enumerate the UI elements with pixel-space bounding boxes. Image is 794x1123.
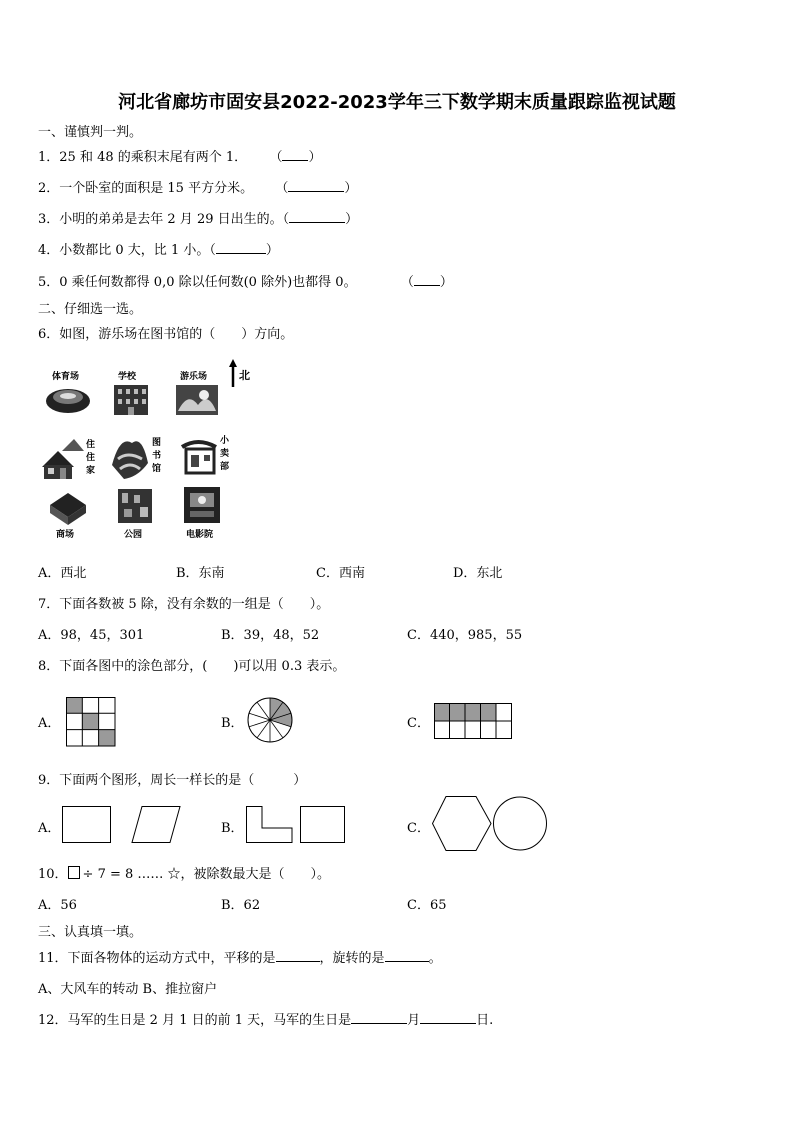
q9-option-c[interactable]: C． [407,821,430,836]
map-label-home-2: 住 [86,453,96,463]
answer-paren-open: （ [282,212,290,227]
school-icon [114,385,148,415]
map-label-home-1: 住 [86,440,96,450]
answer-blank-12-day[interactable] [420,1023,476,1024]
answer-blank-11b[interactable] [385,961,429,962]
section-heading-2: 二、仔细选一选。 [38,302,143,317]
question-10-equation: ÷ 7 = 8 …… ☆，被除数最大是（ ）。 [82,867,331,882]
answer-paren-close: ） [439,275,453,290]
map-label-amusement-park: 游乐场 [180,372,208,382]
q7-option-c[interactable]: C．440，985，55 [407,628,523,643]
section-heading-1: 一、谨慎判一判。 [38,125,143,140]
q7-option-b[interactable]: B．39，48，52 [221,628,320,643]
answer-blank-1[interactable] [282,160,308,161]
map-label-library-1: 图 [152,438,162,448]
mall-icon [50,493,86,525]
question-3 [38,208,358,227]
answer-paren-close: ） [265,243,279,258]
answer-blank-11a[interactable] [276,961,320,962]
q6-option-a[interactable]: A．西北 [38,566,87,581]
dividend-box-icon [68,866,80,879]
page-title: 河北省廊坊市固安县2022-2023学年三下数学期末质量跟踪监视试题 [118,92,676,113]
question-12-text-b: 月 [407,1013,421,1028]
q8-option-b[interactable]: B． [221,716,244,731]
question-9-text: 9．下面两个图形，周长一样长的是（ ） [38,773,307,788]
shop-icon [182,442,216,473]
q9-option-b[interactable]: B． [221,821,244,836]
question-2 [38,177,357,196]
map-label-gym: 体育场 [52,372,80,382]
park-icon [118,489,152,523]
question-6-text: 6．如图，游乐场在图书馆的（ ）方向。 [38,327,294,342]
question-11-items: A、大风车的转动 B、推拉窗户 [38,982,218,997]
q6-option-c[interactable]: C．西南 [316,566,365,581]
map-label-shop-2: 卖 [220,449,230,459]
question-4-text: 4．小数都比 0 大，比 1 小。 [38,243,210,258]
q8-option-c[interactable]: C． [407,716,430,731]
answer-paren-open: （ [400,275,414,290]
q9-figure-c [432,796,548,852]
answer-blank-12-month[interactable] [351,1023,407,1024]
question-11-text-b: ，旋转的是 [319,951,385,966]
map-label-shop-1: 小 [220,436,230,446]
question-5-text: 5．0 乘任何数都得 0,0 除以任何数(0 除外)也都得 0。 [38,275,357,290]
map-label-shop-3: 部 [220,462,230,472]
question-12 [38,1009,493,1028]
answer-paren-open: （ [209,243,216,258]
question-5 [38,271,453,290]
q6-option-b[interactable]: B．东南 [176,566,225,581]
north-arrow-icon [229,359,237,387]
q10-option-b[interactable]: B．62 [221,898,261,913]
map-label-north: 北 [239,369,250,382]
map-label-cinema: 电影院 [186,530,214,540]
q9-option-a[interactable]: A． [38,821,61,836]
gym-icon [46,389,90,413]
question-8-text: 8．下面各图中的涂色部分，( )可以用 0.3 表示。 [38,659,346,674]
question-12-text-a: 12．马军的生日是 2 月 1 日的前 1 天，马军的生日是 [38,1013,352,1028]
map-figure [38,355,268,545]
question-10 [38,863,330,882]
question-11-text-c: 。 [428,951,442,966]
amusement-park-icon [176,385,218,415]
question-3-text: 3．小明的弟弟是去年 2 月 29 日出生的。 [38,212,283,227]
map-label-library-3: 馆 [152,464,162,474]
q8-figure-b-circle [247,697,293,743]
answer-blank-3[interactable] [289,222,345,223]
question-1-text: 1．25 和 48 的乘积末尾有两个 1． [38,150,248,165]
answer-paren-open: （ [269,150,283,165]
q7-option-a[interactable]: A．98，45，301 [38,628,145,643]
section-heading-3: 三、认真填一填。 [38,925,143,940]
answer-blank-5[interactable] [414,285,440,286]
q8-option-a[interactable]: A． [38,716,61,731]
question-7-text: 7．下面各数被 5 除，没有余数的一组是（ ）。 [38,597,330,612]
answer-paren-open: （ [275,181,289,196]
library-icon [112,441,148,479]
map-label-library-2: 书 [152,451,162,461]
question-11-text-a: 11．下面各物体的运动方式中，平移的是 [38,951,276,966]
question-1 [38,146,321,165]
map-label-home-3: 家 [86,466,96,476]
question-10-number: 10． [38,867,68,882]
q9-figure-a [62,806,184,844]
map-label-park: 公园 [124,530,143,540]
q9-figure-b [246,806,346,844]
q8-figure-a-grid [66,697,116,747]
q6-option-d[interactable]: D．东北 [453,566,503,581]
cinema-icon [184,487,220,523]
answer-blank-2[interactable] [288,191,344,192]
answer-blank-4[interactable] [216,253,266,254]
q10-option-c[interactable]: C．65 [407,898,447,913]
question-11 [38,947,442,966]
question-2-text: 2．一个卧室的面积是 15 平方分米。 [38,181,254,196]
map-label-mall: 商场 [56,530,75,540]
question-12-text-c: 日. [476,1013,494,1028]
q8-figure-c-strip [434,703,512,739]
q10-option-a[interactable]: A．56 [38,898,77,913]
home-icon [42,439,84,479]
answer-paren-close: ） [308,150,322,165]
question-4 [38,239,279,258]
map-label-school: 学校 [118,372,137,382]
answer-paren-close: ） [345,212,359,227]
answer-paren-close: ） [344,181,358,196]
